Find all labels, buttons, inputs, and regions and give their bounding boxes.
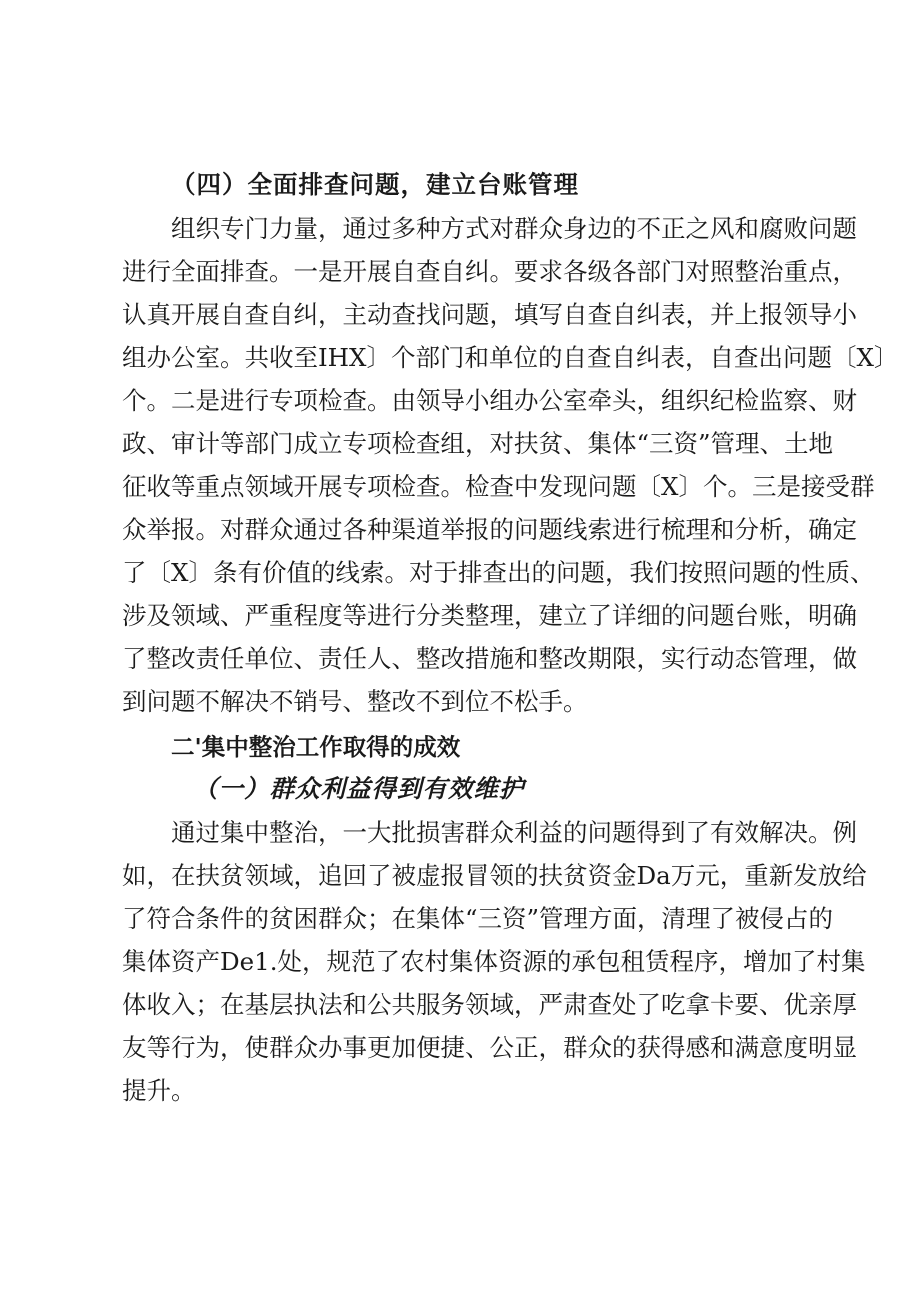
paragraph-line: 组办公室。共收至IHX〕个部门和单位的自查自纠表，自查出问题〔X〕 [122,343,899,372]
paragraph-line: 集体资产De1.处，规范了农村集体资源的承包租赁程序，增加了村集 [122,947,866,976]
paragraph-line: 到问题不解决不销号、整改不到位不松手。 [122,687,588,716]
paragraph-line: 通过集中整治，一大批损害群众利益的问题得到了有效解决。例 [171,818,857,847]
section-heading-4: （四）全面排查问题，建立台账管理 [171,170,579,199]
paragraph-line: 认真开展自查自纠，主动查找问题，填写自查自纠表，并上报领导小 [122,300,857,329]
part-heading-2: 二'集中整治工作取得的成效 [171,733,461,761]
paragraph-line: 了整改责任单位、责任人、整改措施和整改期限，实行动态管理，做 [122,644,857,673]
paragraph-line: 如，在扶贫领域，追回了被虚报冒领的扶贫资金Da万元，重新发放给 [122,861,867,890]
paragraph-line: 众举报。对群众通过各种渠道举报的问题线索进行梳理和分析，确定 [122,515,857,544]
paragraph-line: 进行全面排查。一是开展自查自纠。要求各级各部门对照整治重点， [122,257,857,286]
paragraph-line: 了符合条件的贫困群众；在集体“三资”管理方面，清理了被侵占的 [122,904,834,933]
paragraph-line: 政、审计等部门成立专项检查组，对扶贫、集体“三资”管理、土地 [122,429,834,458]
paragraph-line: 提升。 [122,1076,196,1105]
paragraph-line: 友等行为，使群众办事更加便捷、公正，群众的获得感和满意度明显 [122,1033,857,1062]
paragraph-line: 征收等重点领域开展专项检查。检查中发现问题〔X〕个。三是接受群 [122,472,875,501]
paragraph-line: 组织专门力量，通过多种方式对群众身边的不正之风和腐败问题 [171,214,857,243]
section-heading-2-1: （一）群众利益得到有效维护 [193,774,525,803]
paragraph-line: 了〔X〕条有价值的线索。对于排查出的问题，我们按照问题的性质、 [122,558,875,587]
paragraph-line: 涉及领域、严重程度等进行分类整理，建立了详细的问题台账，明确 [122,601,857,630]
paragraph-line: 体收入；在基层执法和公共服务领域，严肃查处了吃拿卡要、优亲厚 [122,990,857,1019]
paragraph-line: 个。二是进行专项检查。由领导小组办公室牵头，组织纪检监察、财 [122,386,857,415]
